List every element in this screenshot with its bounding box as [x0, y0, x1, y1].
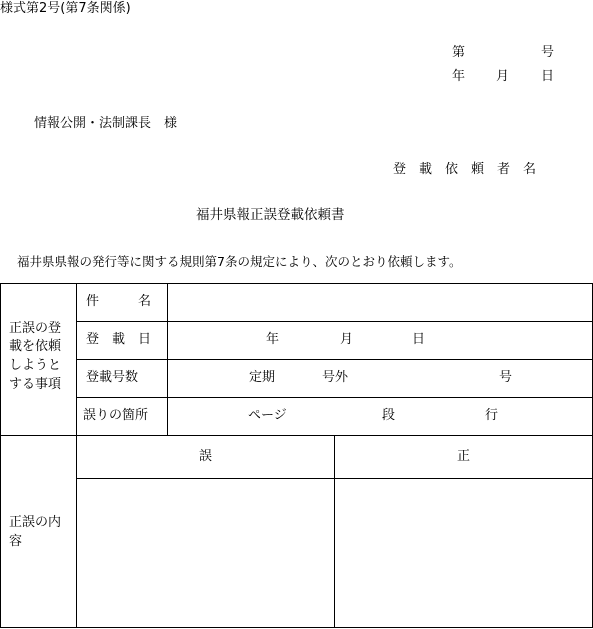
day-label: 日: [541, 69, 555, 84]
addressee: 情報公開・法制課長 様: [34, 116, 178, 131]
date-label: 登 載 日: [86, 332, 152, 347]
page-label: ページ: [248, 408, 287, 423]
date-year: 年: [266, 332, 280, 347]
section1-label-line: 正誤の登: [9, 321, 62, 336]
wrong-header: 誤: [199, 449, 213, 464]
date-month: 月: [340, 332, 354, 347]
section1-label-line: する事項: [9, 377, 62, 392]
month-label: 月: [496, 69, 510, 84]
section-divider: [0, 435, 593, 436]
year-label: 年: [452, 69, 466, 84]
error-location-label: 誤りの箇所: [83, 408, 149, 423]
subject-field[interactable]: [168, 284, 592, 321]
table-border-left: [0, 283, 1, 628]
row-divider-2: [76, 359, 593, 360]
issue-extra: 号外: [322, 370, 349, 385]
column-label: 段: [382, 408, 396, 423]
number-suffix: 号: [541, 45, 555, 60]
issue-number: 号: [499, 370, 513, 385]
form-label: 様式第2号(第7条関係): [0, 1, 131, 16]
section1-label-line: しようと: [9, 358, 62, 373]
section1-label-line: 載を依頼: [9, 339, 62, 354]
wrong-content-field[interactable]: [77, 479, 334, 627]
row-divider-3: [76, 397, 593, 398]
issue-label: 登載号数: [86, 370, 139, 385]
date-day: 日: [412, 332, 426, 347]
issue-regular: 定期: [249, 370, 276, 385]
requester-label: 登 載 依 頼 者 名: [393, 162, 537, 177]
row-divider-1: [76, 321, 593, 322]
line-label: 行: [485, 408, 499, 423]
table-border-bottom: [0, 627, 593, 628]
subject-label: 件 名: [86, 294, 152, 309]
number-prefix: 第: [452, 45, 466, 60]
document-title: 福井県報正誤登載依頼書: [196, 207, 345, 223]
intro-text: 福井県県報の発行等に関する規則第7条の規定により、次のとおり依頼します。: [17, 254, 462, 269]
correct-header: 正: [457, 449, 471, 464]
section2-label-line: 正誤の内: [9, 515, 62, 530]
section2-label-line: 容: [9, 534, 23, 549]
correct-content-field[interactable]: [335, 479, 592, 627]
